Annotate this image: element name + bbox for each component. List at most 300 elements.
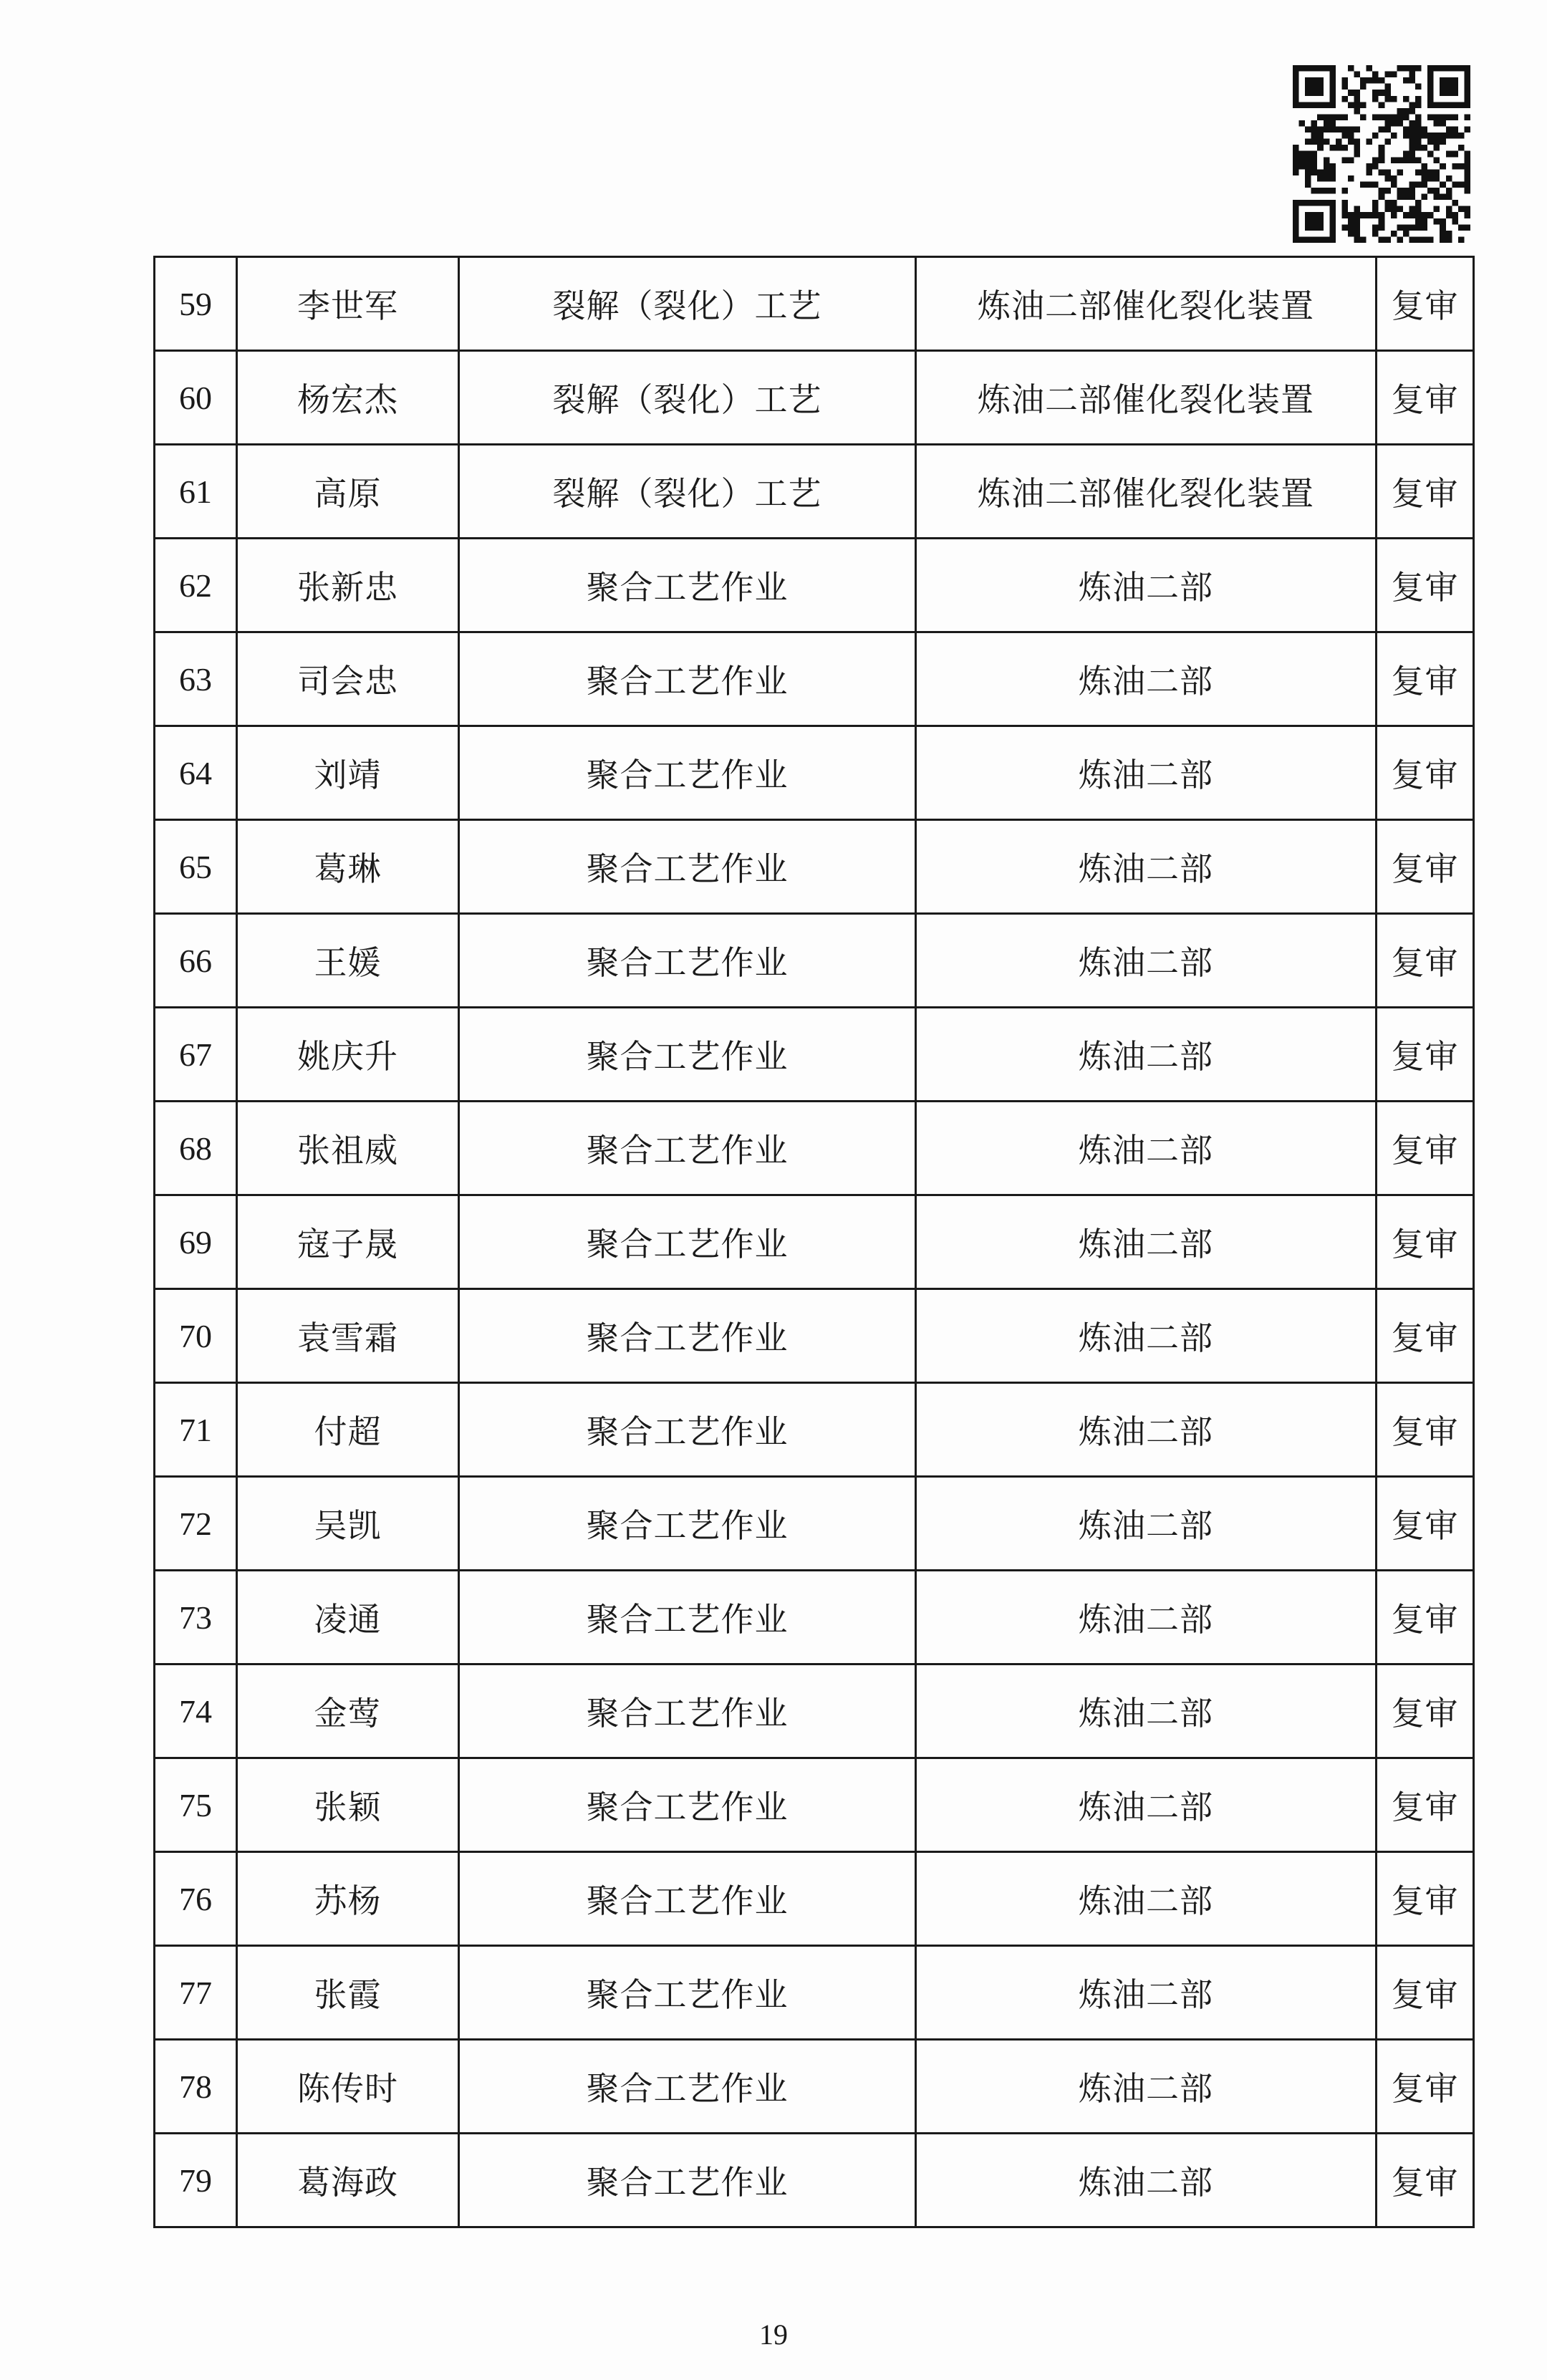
qr-module xyxy=(1458,163,1465,170)
qr-module xyxy=(1384,114,1391,120)
qr-module xyxy=(1415,114,1422,120)
qr-module xyxy=(1311,212,1318,218)
table-row xyxy=(155,1852,1474,1946)
cell-review-type: 复审 xyxy=(1377,1383,1474,1477)
qr-module xyxy=(1379,194,1385,201)
qr-module xyxy=(1391,212,1397,218)
qr-module xyxy=(1464,84,1470,90)
qr-module xyxy=(1415,236,1422,243)
qr-module xyxy=(1464,163,1470,170)
qr-module xyxy=(1446,84,1452,90)
qr-module xyxy=(1311,163,1318,170)
qr-module xyxy=(1446,77,1452,84)
qr-module xyxy=(1415,139,1422,145)
cell-unit: 炼油二部 xyxy=(916,1852,1377,1946)
cell-name: 张颖 xyxy=(237,1758,459,1852)
cell-process: 聚合工艺作业 xyxy=(459,1664,916,1758)
qr-module xyxy=(1354,218,1361,225)
qr-module xyxy=(1440,139,1446,145)
qr-module xyxy=(1317,84,1324,90)
qr-module xyxy=(1367,163,1373,170)
qr-module xyxy=(1293,218,1299,225)
qr-module xyxy=(1293,72,1299,78)
qr-module xyxy=(1409,120,1415,127)
qr-module xyxy=(1299,163,1306,170)
qr-module xyxy=(1384,206,1391,213)
qr-module xyxy=(1317,114,1324,120)
cell-name: 王媛 xyxy=(237,914,459,1008)
qr-module xyxy=(1317,175,1324,182)
qr-module xyxy=(1311,236,1318,243)
qr-module xyxy=(1415,181,1422,188)
qr-module xyxy=(1341,212,1348,218)
qr-module xyxy=(1403,77,1409,84)
qr-module xyxy=(1422,212,1428,218)
qr-module xyxy=(1434,188,1440,194)
personnel-table xyxy=(153,256,1475,2228)
cell-unit: 炼油二部 xyxy=(916,1008,1377,1102)
table-row xyxy=(155,1195,1474,1289)
qr-module xyxy=(1293,231,1299,237)
cell-name: 袁雪霜 xyxy=(237,1289,459,1383)
qr-module xyxy=(1372,90,1379,96)
qr-module xyxy=(1305,151,1311,158)
qr-module xyxy=(1317,127,1324,133)
cell-process: 聚合工艺作业 xyxy=(459,1195,916,1289)
qr-module xyxy=(1446,102,1452,108)
cell-name: 高原 xyxy=(237,445,459,539)
qr-module xyxy=(1329,224,1336,231)
qr-module xyxy=(1324,120,1330,127)
qr-module xyxy=(1452,212,1458,218)
qr-module xyxy=(1403,133,1409,139)
qr-module xyxy=(1360,236,1367,243)
qr-module xyxy=(1372,212,1379,218)
cell-number: 75 xyxy=(155,1758,237,1852)
qr-module xyxy=(1427,151,1434,158)
table-row xyxy=(155,1289,1474,1383)
qr-module xyxy=(1341,77,1348,84)
qr-module xyxy=(1372,77,1379,84)
qr-module xyxy=(1379,145,1385,151)
qr-module xyxy=(1299,200,1306,206)
cell-number: 60 xyxy=(155,351,237,445)
qr-module xyxy=(1384,127,1391,133)
cell-name: 金莺 xyxy=(237,1664,459,1758)
qr-module xyxy=(1354,72,1361,78)
table-row xyxy=(155,351,1474,445)
qr-module xyxy=(1329,188,1336,194)
qr-module xyxy=(1367,139,1373,145)
qr-module xyxy=(1379,188,1385,194)
qr-module xyxy=(1299,157,1306,163)
qr-module xyxy=(1311,120,1318,127)
qr-module xyxy=(1379,90,1385,96)
table-row xyxy=(155,632,1474,726)
qr-module xyxy=(1367,169,1373,175)
qr-module xyxy=(1391,175,1397,182)
qr-module xyxy=(1367,181,1373,188)
qr-module xyxy=(1329,114,1336,120)
qr-module xyxy=(1299,236,1306,243)
cell-review-type: 复审 xyxy=(1377,2040,1474,2134)
qr-module xyxy=(1354,224,1361,231)
qr-module xyxy=(1409,206,1415,213)
qr-module xyxy=(1360,84,1367,90)
qr-module xyxy=(1311,188,1318,194)
qr-module xyxy=(1348,102,1354,108)
qr-module xyxy=(1440,163,1446,170)
qr-module xyxy=(1391,120,1397,127)
table-row xyxy=(155,1383,1474,1477)
cell-process: 裂解（裂化）工艺 xyxy=(459,351,916,445)
cell-process: 聚合工艺作业 xyxy=(459,914,916,1008)
qr-module xyxy=(1409,188,1415,194)
qr-module xyxy=(1464,127,1470,133)
qr-module xyxy=(1415,145,1422,151)
qr-module xyxy=(1397,114,1403,120)
qr-module xyxy=(1348,133,1354,139)
qr-module xyxy=(1384,96,1391,102)
cell-review-type: 复审 xyxy=(1377,1758,1474,1852)
qr-module xyxy=(1409,108,1415,115)
qr-module xyxy=(1293,236,1299,243)
qr-module xyxy=(1422,236,1428,243)
qr-module xyxy=(1299,120,1306,127)
qr-module xyxy=(1341,206,1348,213)
qr-module xyxy=(1409,224,1415,231)
qr-module xyxy=(1434,139,1440,145)
qr-module xyxy=(1305,127,1311,133)
qr-module xyxy=(1317,188,1324,194)
qr-module xyxy=(1367,212,1373,218)
qr-module xyxy=(1329,120,1336,127)
qr-module xyxy=(1422,145,1428,151)
qr-module xyxy=(1305,163,1311,170)
qr-module xyxy=(1391,231,1397,237)
qr-module xyxy=(1452,181,1458,188)
qr-module xyxy=(1372,72,1379,78)
qr-module xyxy=(1311,169,1318,175)
qr-module xyxy=(1293,206,1299,213)
cell-number: 78 xyxy=(155,2040,237,2134)
cell-unit: 炼油二部催化裂化装置 xyxy=(916,445,1377,539)
qr-module xyxy=(1434,65,1440,72)
cell-review-type: 复审 xyxy=(1377,1852,1474,1946)
qr-module xyxy=(1397,157,1403,163)
qr-module xyxy=(1367,65,1373,72)
qr-module xyxy=(1379,169,1385,175)
qr-module xyxy=(1464,188,1470,194)
qr-module xyxy=(1464,212,1470,218)
qr-module xyxy=(1446,194,1452,201)
qr-module xyxy=(1384,188,1391,194)
qr-module xyxy=(1415,84,1422,90)
qr-module xyxy=(1427,84,1434,90)
qr-module xyxy=(1354,102,1361,108)
qr-module xyxy=(1329,84,1336,90)
qr-module xyxy=(1434,218,1440,225)
qr-module xyxy=(1464,114,1470,120)
cell-unit: 炼油二部 xyxy=(916,1758,1377,1852)
qr-module xyxy=(1311,102,1318,108)
cell-process: 裂解（裂化）工艺 xyxy=(459,445,916,539)
qr-module xyxy=(1372,114,1379,120)
qr-module xyxy=(1348,65,1354,72)
qr-module xyxy=(1311,200,1318,206)
qr-module xyxy=(1452,127,1458,133)
cell-unit: 炼油二部 xyxy=(916,1195,1377,1289)
qr-module xyxy=(1336,139,1342,145)
qr-module xyxy=(1354,96,1361,102)
qr-module xyxy=(1427,188,1434,194)
qr-module xyxy=(1458,224,1465,231)
qr-module xyxy=(1324,175,1330,182)
qr-module xyxy=(1305,218,1311,225)
qr-module xyxy=(1305,224,1311,231)
qr-module xyxy=(1348,157,1354,163)
qr-module xyxy=(1452,77,1458,84)
cell-name: 葛琳 xyxy=(237,820,459,914)
qr-module xyxy=(1336,127,1342,133)
table-row xyxy=(155,726,1474,820)
qr-module xyxy=(1391,206,1397,213)
qr-module xyxy=(1434,114,1440,120)
table-row xyxy=(155,257,1474,351)
qr-module xyxy=(1354,231,1361,237)
qr-module xyxy=(1440,90,1446,96)
qr-module xyxy=(1391,114,1397,120)
qr-module xyxy=(1452,151,1458,158)
qr-module xyxy=(1299,65,1306,72)
qr-module xyxy=(1336,114,1342,120)
qr-module xyxy=(1446,175,1452,182)
qr-module xyxy=(1422,175,1428,182)
qr-module xyxy=(1329,102,1336,108)
qr-module xyxy=(1427,139,1434,145)
qr-module xyxy=(1464,206,1470,213)
qr-module xyxy=(1317,145,1324,151)
cell-review-type: 复审 xyxy=(1377,726,1474,820)
qr-module xyxy=(1409,133,1415,139)
qr-code-icon xyxy=(1293,60,1470,248)
qr-module xyxy=(1311,157,1318,163)
cell-unit: 炼油二部 xyxy=(916,1289,1377,1383)
qr-module xyxy=(1329,77,1336,84)
qr-module xyxy=(1324,102,1330,108)
qr-module xyxy=(1324,200,1330,206)
table-row xyxy=(155,539,1474,632)
cell-process: 聚合工艺作业 xyxy=(459,1571,916,1664)
qr-module xyxy=(1397,169,1403,175)
qr-module xyxy=(1464,224,1470,231)
cell-process: 聚合工艺作业 xyxy=(459,2040,916,2134)
qr-module xyxy=(1341,224,1348,231)
qr-module xyxy=(1403,224,1409,231)
qr-module xyxy=(1458,206,1465,213)
qr-module xyxy=(1384,200,1391,206)
qr-module xyxy=(1293,65,1299,72)
qr-module xyxy=(1434,206,1440,213)
cell-review-type: 复审 xyxy=(1377,1289,1474,1383)
cell-review-type: 复审 xyxy=(1377,2134,1474,2227)
qr-module xyxy=(1452,65,1458,72)
qr-module xyxy=(1341,127,1348,133)
qr-module xyxy=(1329,163,1336,170)
table-row xyxy=(155,1477,1474,1571)
cell-name: 李世军 xyxy=(237,257,459,351)
cell-unit: 炼油二部 xyxy=(916,2134,1377,2227)
qr-module xyxy=(1434,169,1440,175)
cell-unit: 炼油二部 xyxy=(916,539,1377,632)
table-body xyxy=(155,257,1474,2227)
qr-module xyxy=(1403,96,1409,102)
qr-module xyxy=(1305,77,1311,84)
qr-module xyxy=(1348,212,1354,218)
cell-name: 付超 xyxy=(237,1383,459,1477)
qr-module xyxy=(1409,102,1415,108)
qr-module xyxy=(1391,72,1397,78)
qr-module xyxy=(1354,90,1361,96)
qr-module xyxy=(1384,236,1391,243)
qr-module xyxy=(1446,65,1452,72)
table-row xyxy=(155,445,1474,539)
qr-module xyxy=(1341,114,1348,120)
cell-number: 64 xyxy=(155,726,237,820)
qr-module xyxy=(1317,133,1324,139)
cell-name: 寇子晟 xyxy=(237,1195,459,1289)
qr-module xyxy=(1409,157,1415,163)
qr-module xyxy=(1324,169,1330,175)
cell-name: 凌通 xyxy=(237,1571,459,1664)
qr-module xyxy=(1329,206,1336,213)
qr-module xyxy=(1458,181,1465,188)
cell-process: 聚合工艺作业 xyxy=(459,2134,916,2227)
qr-module xyxy=(1372,157,1379,163)
cell-process: 聚合工艺作业 xyxy=(459,1477,916,1571)
qr-module xyxy=(1409,181,1415,188)
cell-process: 聚合工艺作业 xyxy=(459,632,916,726)
qr-module xyxy=(1446,114,1452,120)
qr-module xyxy=(1360,102,1367,108)
qr-module xyxy=(1354,236,1361,243)
qr-module xyxy=(1305,169,1311,175)
qr-module xyxy=(1422,181,1428,188)
qr-module xyxy=(1458,102,1465,108)
qr-module xyxy=(1427,133,1434,139)
qr-module xyxy=(1384,72,1391,78)
cell-number: 59 xyxy=(155,257,237,351)
qr-module xyxy=(1384,90,1391,96)
qr-module xyxy=(1367,77,1373,84)
qr-module xyxy=(1354,108,1361,115)
cell-number: 62 xyxy=(155,539,237,632)
qr-module xyxy=(1422,218,1428,225)
qr-module xyxy=(1452,163,1458,170)
qr-module xyxy=(1415,120,1422,127)
qr-module xyxy=(1397,224,1403,231)
qr-module xyxy=(1391,96,1397,102)
cell-review-type: 复审 xyxy=(1377,1946,1474,2040)
qr-module xyxy=(1403,231,1409,237)
table-row xyxy=(155,2134,1474,2227)
qr-module xyxy=(1464,157,1470,163)
qr-module xyxy=(1446,188,1452,194)
qr-module xyxy=(1440,194,1446,201)
qr-module xyxy=(1329,72,1336,78)
qr-module xyxy=(1422,163,1428,170)
qr-module xyxy=(1427,114,1434,120)
qr-module xyxy=(1379,157,1385,163)
qr-module xyxy=(1354,145,1361,151)
qr-module xyxy=(1409,194,1415,201)
cell-number: 65 xyxy=(155,820,237,914)
qr-module xyxy=(1446,212,1452,218)
qr-module xyxy=(1464,181,1470,188)
table-row xyxy=(155,1571,1474,1664)
qr-module xyxy=(1348,218,1354,225)
qr-module xyxy=(1415,96,1422,102)
qr-module xyxy=(1293,96,1299,102)
qr-module xyxy=(1440,65,1446,72)
personnel-table-container xyxy=(153,256,1473,2228)
qr-module xyxy=(1458,133,1465,139)
cell-process: 聚合工艺作业 xyxy=(459,820,916,914)
cell-review-type: 复审 xyxy=(1377,1102,1474,1195)
qr-module xyxy=(1415,200,1422,206)
qr-module xyxy=(1305,236,1311,243)
cell-number: 63 xyxy=(155,632,237,726)
qr-module xyxy=(1341,96,1348,102)
page-number: 19 xyxy=(759,2318,788,2351)
qr-module xyxy=(1440,84,1446,90)
qr-module xyxy=(1305,90,1311,96)
qr-module xyxy=(1452,200,1458,206)
qr-module xyxy=(1403,151,1409,158)
qr-module xyxy=(1305,84,1311,90)
qr-module xyxy=(1311,133,1318,139)
qr-module xyxy=(1440,218,1446,225)
cell-review-type: 复审 xyxy=(1377,257,1474,351)
cell-unit: 炼油二部 xyxy=(916,914,1377,1008)
qr-module xyxy=(1397,120,1403,127)
cell-unit: 炼油二部 xyxy=(916,726,1377,820)
table-row xyxy=(155,1664,1474,1758)
qr-module xyxy=(1305,157,1311,163)
cell-review-type: 复审 xyxy=(1377,351,1474,445)
qr-module xyxy=(1299,151,1306,158)
cell-name: 葛海政 xyxy=(237,2134,459,2227)
qr-module xyxy=(1434,175,1440,182)
qr-module xyxy=(1434,102,1440,108)
qr-module xyxy=(1379,77,1385,84)
qr-module xyxy=(1415,206,1422,213)
qr-module xyxy=(1305,139,1311,145)
qr-module xyxy=(1348,90,1354,96)
qr-module xyxy=(1329,200,1336,206)
cell-process: 聚合工艺作业 xyxy=(459,539,916,632)
qr-module xyxy=(1324,139,1330,145)
qr-module xyxy=(1434,133,1440,139)
cell-number: 66 xyxy=(155,914,237,1008)
cell-unit: 炼油二部 xyxy=(916,1571,1377,1664)
qr-module xyxy=(1427,212,1434,218)
qr-module xyxy=(1317,139,1324,145)
qr-module xyxy=(1440,120,1446,127)
cell-name: 张新忠 xyxy=(237,539,459,632)
qr-module xyxy=(1397,108,1403,115)
qr-module xyxy=(1415,102,1422,108)
